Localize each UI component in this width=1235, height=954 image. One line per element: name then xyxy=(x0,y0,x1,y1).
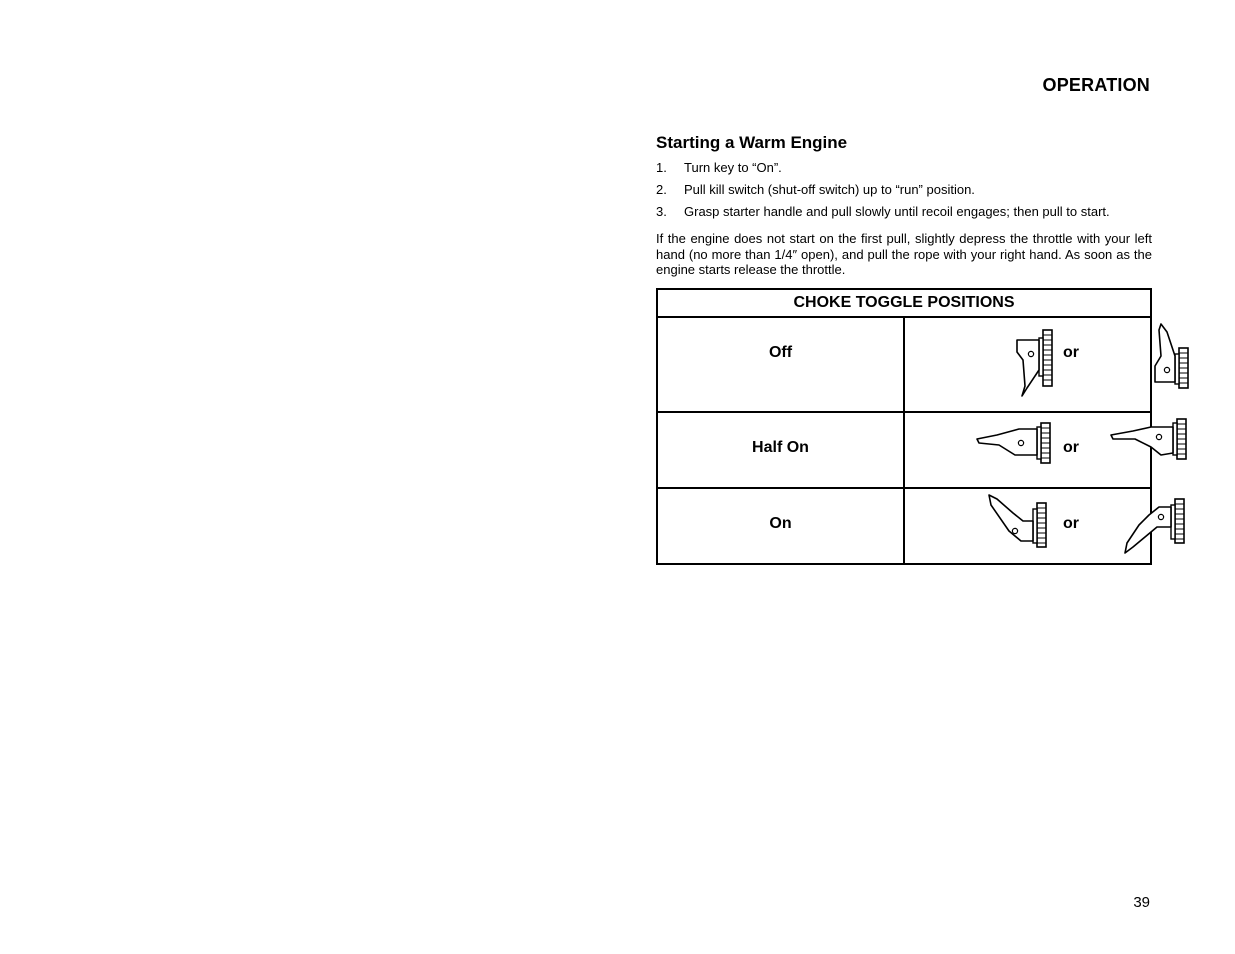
table-row xyxy=(657,412,1151,489)
choke-lever-off-b-icon xyxy=(1147,322,1193,394)
steps-list xyxy=(656,160,1156,226)
position-label-cell xyxy=(657,317,904,412)
step-number: 2. xyxy=(656,182,667,197)
position-label: On xyxy=(769,515,792,533)
step-number: 3. xyxy=(656,204,667,219)
or-separator: or xyxy=(1063,344,1079,362)
choke-lever-half-b-icon xyxy=(1109,417,1191,465)
instruction-paragraph: If the engine does not start on the first pull, slightly depress the throttle with your left hand (no more than 1/4″ open), and pull the rope with your right hand. As soon as the engine starts release the throttle. xyxy=(656,231,1152,277)
step-text: Pull kill switch (shut-off switch) up to “run” position. xyxy=(684,182,975,197)
choke-lever-half-a-icon xyxy=(975,421,1057,469)
step-text: Grasp starter handle and pull slowly until recoil engages; then pull to start. xyxy=(684,204,1110,219)
or-separator: or xyxy=(1063,515,1079,533)
position-label-cell xyxy=(657,412,904,489)
page-number: 39 xyxy=(1133,894,1150,911)
position-label: Half On xyxy=(752,438,809,456)
or-separator: or xyxy=(1063,438,1079,456)
list-item xyxy=(656,204,1156,226)
position-images-cell xyxy=(904,412,1151,489)
step-number: 1. xyxy=(656,160,667,175)
position-label: Off xyxy=(768,344,793,362)
step-text: Turn key to “On”. xyxy=(684,160,782,175)
table-row xyxy=(657,488,1151,564)
position-images-cell xyxy=(904,317,1151,412)
table-title: CHOKE TOGGLE POSITIONS xyxy=(657,289,1151,317)
choke-lever-on-b-icon xyxy=(1123,497,1189,557)
position-label-cell xyxy=(657,488,904,564)
table-row xyxy=(657,317,1151,412)
choke-toggle-table xyxy=(656,288,1152,565)
list-item xyxy=(656,160,1156,182)
section-header: OPERATION xyxy=(1042,75,1150,95)
section-title: Starting a Warm Engine xyxy=(656,133,848,152)
list-item xyxy=(656,182,1156,204)
position-images-cell xyxy=(904,488,1151,564)
choke-lever-on-a-icon xyxy=(987,491,1053,551)
choke-lever-off-a-icon xyxy=(1013,326,1059,398)
